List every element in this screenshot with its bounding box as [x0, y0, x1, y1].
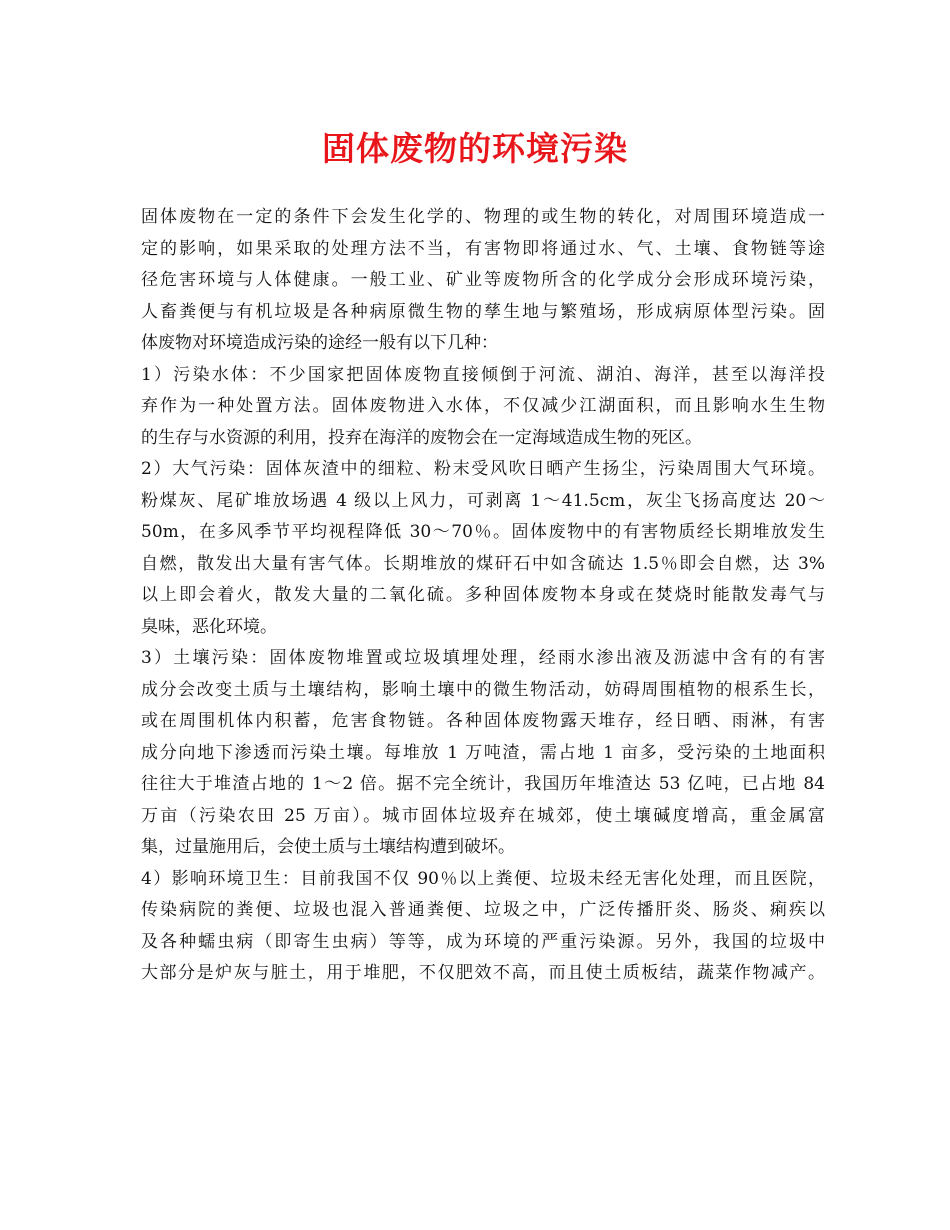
body-line: 50m，在多风季节平均视程降低 30～70％。固体废物中的有害物质经长期堆放发生	[141, 522, 825, 542]
body-line: 固体废物在一定的条件下会发生化学的、物理的或生物的转化，对周围环境造成一	[141, 207, 825, 227]
body-line: 4）影响环境卫生：目前我国不仅 90％以上粪便、垃圾未经无害化处理，而且医院，	[141, 868, 825, 889]
body-line: 自燃，散发出大量有害气体。长期堆放的煤矸石中如含硫达 1.5％即会自燃，达 3%	[141, 553, 825, 574]
body-line: 万亩（污染农田 25 万亩）。城市固体垃圾弃在城郊，使土壤碱度增高，重金属富	[141, 805, 825, 826]
body-line: 传染病院的粪便、垃圾也混入普通粪便、垃圾之中，广泛传播肝炎、肠炎、痢疾以	[141, 900, 825, 920]
body-line: 人畜粪便与有机垃圾是各种病原微生物的孳生地与繁殖场，形成病原体型污染。固	[141, 301, 825, 322]
body-line: 1）污染水体：不少国家把固体废物直接倾倒于河流、湖泊、海洋，甚至以海洋投	[141, 364, 825, 385]
body-line: 集，过量施用后，会使土质与土壤结构遭到破坏。	[141, 837, 515, 857]
body-line: 成分会改变土质与土壤结构，影响土壤中的微生物活动，妨碍周围植物的根系生长，	[141, 679, 825, 700]
body-line: 往往大于堆渣占地的 1～2 倍。据不完全统计，我国历年堆渣达 53 亿吨，已占地 84	[141, 774, 825, 794]
body-line: 大部分是炉灰与脏土，用于堆肥，不仅肥效不高，而且使土质板结，蔬菜作物减产。	[141, 963, 825, 983]
body-line: 及各种蠕虫病（即寄生虫病）等等，成为环境的严重污染源。另外，我国的垃圾中	[141, 931, 825, 952]
document-body	[141, 202, 825, 990]
body-line: 粉煤灰、尾矿堆放场遇 4 级以上风力，可剥离 1～41.5cm，灰尘飞扬高度达 20～	[141, 490, 825, 511]
body-line: 定的影响，如果采取的处理方法不当，有害物即将通过水、气、土壤、食物链等途	[141, 238, 825, 259]
body-line: 的生存与水资源的利用，投弃在海洋的废物会在一定海域造成生物的死区。	[141, 427, 702, 448]
body-line: 臭味，恶化环境。	[141, 616, 277, 637]
body-line: 弃作为一种处置方法。固体废物进入水体，不仅减少江湖面积，而且影响水生生物	[141, 396, 825, 416]
body-line: 以上即会着火，散发大量的二氧化硫。多种固体废物本身或在焚烧时能散发毒气与	[141, 585, 825, 605]
body-line: 2）大气污染：固体灰渣中的细粒、粉末受风吹日晒产生扬尘，污染周围大气环境。	[141, 459, 825, 479]
body-line: 成分向地下渗透而污染土壤。每堆放 1 万吨渣，需占地 1 亩多，受污染的土地面积	[141, 742, 825, 763]
body-line: 径危害环境与人体健康。一般工业、矿业等废物所含的化学成分会形成环境污染，	[141, 270, 825, 290]
body-line: 或在周围机体内积蓄，危害食物链。各种固体废物露天堆存，经日晒、雨淋，有害	[141, 711, 825, 731]
body-line: 3）土壤污染：固体废物堆置或垃圾填埋处理，经雨水渗出液及沥滤中含有的有害	[141, 648, 825, 668]
body-line: 体废物对环境造成污染的途经一般有以下几种：	[141, 333, 498, 353]
document-title: 固体废物的环境污染	[322, 129, 628, 168]
